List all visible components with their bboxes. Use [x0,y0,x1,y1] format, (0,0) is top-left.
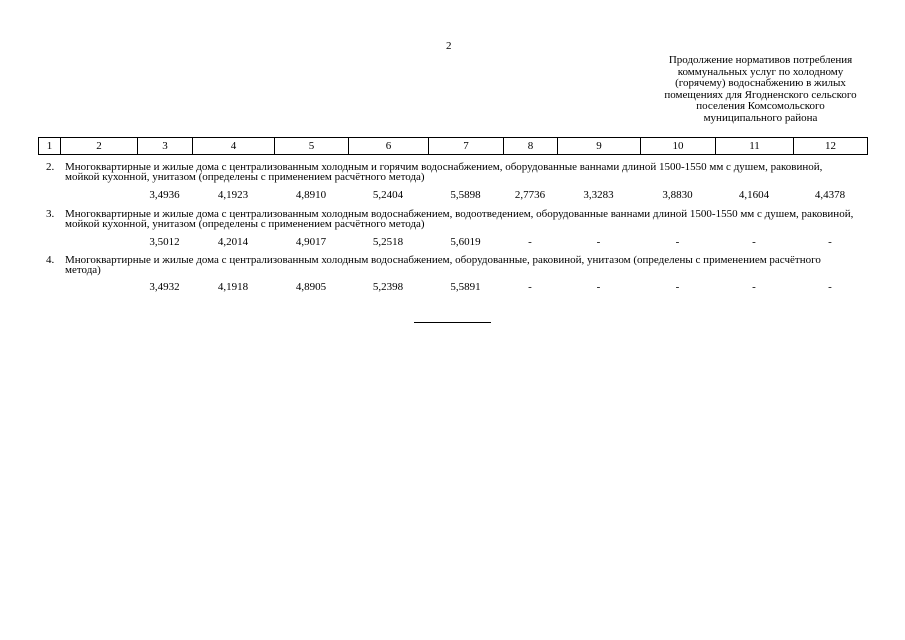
value-cell: - [596,236,601,248]
value-cell: 3,4932 [149,281,180,293]
value-cell: - [528,236,532,248]
value-cell: 2,7736 [514,189,546,201]
value-cell: - [675,236,680,248]
column-header-cell: 8 [504,138,558,155]
section-title [46,210,858,229]
value-cell: 5,5891 [450,281,481,293]
header-caption-line: муниципального района [703,111,818,124]
value-cell: 5,6019 [450,236,481,248]
value-cell: 4,1923 [217,189,249,201]
section-number: 3. [46,208,55,220]
value-cell: 5,2518 [372,236,404,248]
value-cell: 4,8905 [295,281,327,293]
column-header-cell: 4 [193,138,275,155]
header-caption-line: поселения Комсомольского [696,100,825,113]
value-cell: 5,2398 [372,281,404,293]
value-cell: 5,5898 [450,189,481,201]
value-cell: 3,4936 [149,189,180,201]
value-cell: 3,8830 [662,189,693,201]
value-cell: - [752,281,756,293]
section-number: 2. [46,161,55,173]
page-number: 2 [446,40,452,52]
column-header-cell: 11 [716,138,794,155]
header-caption-line: Продолжение нормативов потребления [668,54,853,66]
value-cell: 4,9017 [295,236,327,248]
column-header-row [39,138,868,155]
values-row [0,281,905,293]
value-cell: 3,5012 [149,236,180,248]
section-title-text: Многоквартирные и жилые дома с централизованным холодным и горячим водоснабжением, оборудованные ваннами длиной 1500-1550 мм с душем, раковиной, мойкой кухонной, унитазом (определены с применением расчётного метода) [65,161,823,183]
column-header-cell: 6 [349,138,429,155]
value-cell: 4,2014 [217,236,249,248]
column-header-cell: 7 [429,138,504,155]
value-cell: - [828,281,832,293]
header-caption-line: коммунальных услуг по холодному [677,65,844,78]
header-caption-line: (горячему) водоснабжению в жилых [675,77,846,90]
section-title-text: Многоквартирные и жилые дома с централизованным холодным водоснабжением, оборудованные, раковиной, унитазом (определены с применением расчётного метода) [65,254,821,276]
section-number: 4. [46,254,55,266]
column-header-cell: 12 [794,138,868,155]
column-header-cell: 10 [641,138,716,155]
value-cell: 4,8910 [295,189,327,201]
values-row [0,236,905,248]
end-divider-line [414,322,491,323]
column-header-cell: 1 [39,138,61,155]
value-cell: - [528,281,532,293]
value-cell: - [752,236,756,248]
value-cell: 4,1604 [738,189,770,201]
value-cell: - [596,281,601,293]
column-header-table [38,137,868,155]
section-title [46,163,858,182]
value-cell: 3,3283 [583,189,614,201]
column-header-cell: 3 [138,138,193,155]
column-header-cell: 5 [275,138,349,155]
value-cell: 4,4378 [814,189,846,201]
values-row [0,189,905,201]
value-cell: - [675,281,680,293]
header-caption-line: помещениях для Ягодненского сельского [664,88,857,101]
value-cell: 4,1918 [217,281,249,293]
column-header-cell: 2 [61,138,138,155]
value-cell: - [828,236,832,248]
header-caption [618,55,903,125]
value-cell: 5,2404 [372,189,404,201]
section-title-text: Многоквартирные и жилые дома с централизованным холодным водоснабжением, водоотведением, оборудованные ваннами длиной 1500-1550 мм с душем, раковиной, мойкой кухонной, унитазом (определены с применением расчётного метода) [65,208,854,230]
column-header-cell: 9 [558,138,641,155]
section-title [46,256,858,275]
